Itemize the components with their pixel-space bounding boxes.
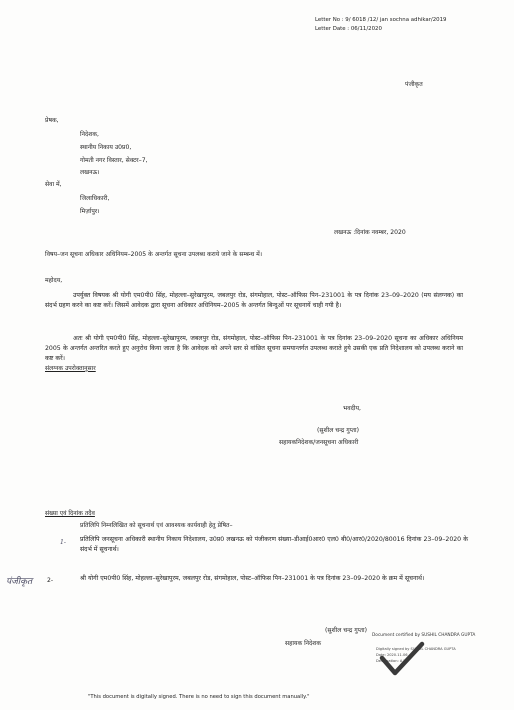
bottom-signatory-name: (सुशील चन्द्र गुप्ता) <box>325 627 367 634</box>
item-1-number: 1- <box>60 539 66 546</box>
digital-sign-header: Document certified by SUSHIL CHANDRA GUPTA <box>372 633 476 638</box>
verified-check-icon <box>378 640 426 680</box>
bottom-signatory-designation: सहायक निदेशक <box>285 640 322 647</box>
digital-sign-date: Date: 2020.11.06 <box>376 653 408 657</box>
letter-date: Letter Date : 06/11/2020 <box>315 26 382 32</box>
body-paragraph-1: उपर्युक्त विषयक श्री योगी एम0पी0 सिंह, मोहल्ला–सुरेखापुरम, जबलपुर रोड, संगमोहाल, पोस्ट–ऑफिस पिन–231001 के पत्र दिनांक 23–09–2020 (मय संलग्नक) का संदर्भ ग्रहण करने का कष्ट करें। जिसमें आवेदक द्वारा सूचना अधिकार अधिनियम–2005 के अन्तर्गत बिन्दुओं पर सूचनायें चाही गयी है। <box>45 292 463 309</box>
footer-note: "This document is digitally signed. There is no need to sign this document manually." <box>88 694 310 700</box>
closing: भवदीय, <box>343 405 361 412</box>
place-date: लखनऊ :दिनांक नवम्बर, 2020 <box>334 229 406 236</box>
signatory-name: (सुशील चन्द्र गुप्ता) <box>317 427 359 434</box>
enclosure-note: संलग्नक उपरोक्तानुसार <box>45 365 96 372</box>
recipient-line: जिलाधिकारी, <box>80 195 110 202</box>
registered-label: पंजीकृत <box>405 81 423 88</box>
dispatch-item-2: श्री योगी एम0पी0 सिंह, मोहल्ला–सुरेखापुरम, जबलपुर रोड, संगमोहाल, पोस्ट–ऑफिस पिन–231001 के पत्र दिनांक 23–09–2020 के क्रम में सूचनार्थ। <box>80 575 425 582</box>
digital-sign-designation: Designation: A.D. <box>376 659 408 663</box>
sender-line: लखनऊ। <box>80 169 100 176</box>
sender-line: गोमती नगर विस्तार, सेक्टर–7, <box>80 157 148 164</box>
dispatch-reference: संख्या एवं दिनांक तदैव <box>45 510 95 517</box>
digital-sign-line: Digitally signed by SUSHIL CHANDRA GUPTA <box>376 647 456 651</box>
sender-line: निदेशक, <box>80 131 99 138</box>
recipient-label: सेवा में, <box>45 181 62 188</box>
recipient-line: मिर्ज़ापुर। <box>80 208 100 215</box>
dispatch-item-1: प्रतिलिपि जनसूचना अधिकारी स्थानीय निकाय निदेशालय, उ0प्र0 लखनऊ को पंजीकरण संख्या–डीआई0आर0 एल0 बी0/आर0/2020/80016 दिनांक 23–09–2020 के संदर्भ में सूचनार्थ। <box>80 536 468 553</box>
letter-number: Letter No : 9/ 6018 /12/ jan sochna adhikar/2019 <box>315 17 447 23</box>
handwritten-note: पंजीकृत <box>6 577 33 587</box>
subject-line: विषय–जन सूचना अधिकार अधिनियम–2005 के अन्तर्गत सूचना उपलब्ध कराये जाने के सम्बन्ध में। <box>45 251 263 258</box>
item-2-number: 2- <box>47 577 54 584</box>
sender-label: प्रेषक, <box>45 117 59 124</box>
sender-line: स्थानीय निकाय उ0प्र0, <box>80 144 132 151</box>
dispatch-intro: प्रतिलिपि निम्नलिखित को सूचनार्थ एवं आवश्यक कार्यवाही हेतु प्रेषित– <box>80 522 233 529</box>
salutation: महोदय, <box>45 277 63 284</box>
signatory-designation: सहायकनिदेशक/जनसूचना अधिकारी <box>279 439 359 446</box>
body-paragraph-2: अतः श्री योगी एम0पी0 सिंह, मोहल्ला–सुरेखापुरम, जबलपुर रोड, संगमोहाल, पोस्ट–ऑफिस पिन–231001 के पत्र दिनांक 23–09–2020 सूचना का अधिकार अधिनियम 2005 के अन्तर्गत अन्तरित करते हुए अनुरोध किया जाता है कि आवेदक को अपने स्तर से वांछित सूचना समयान्तर्गत उपलब्ध कराते हुये उसकी एक प्रति निदेशालय को उपलब्ध कराने का कष्ट करें। <box>45 335 463 362</box>
